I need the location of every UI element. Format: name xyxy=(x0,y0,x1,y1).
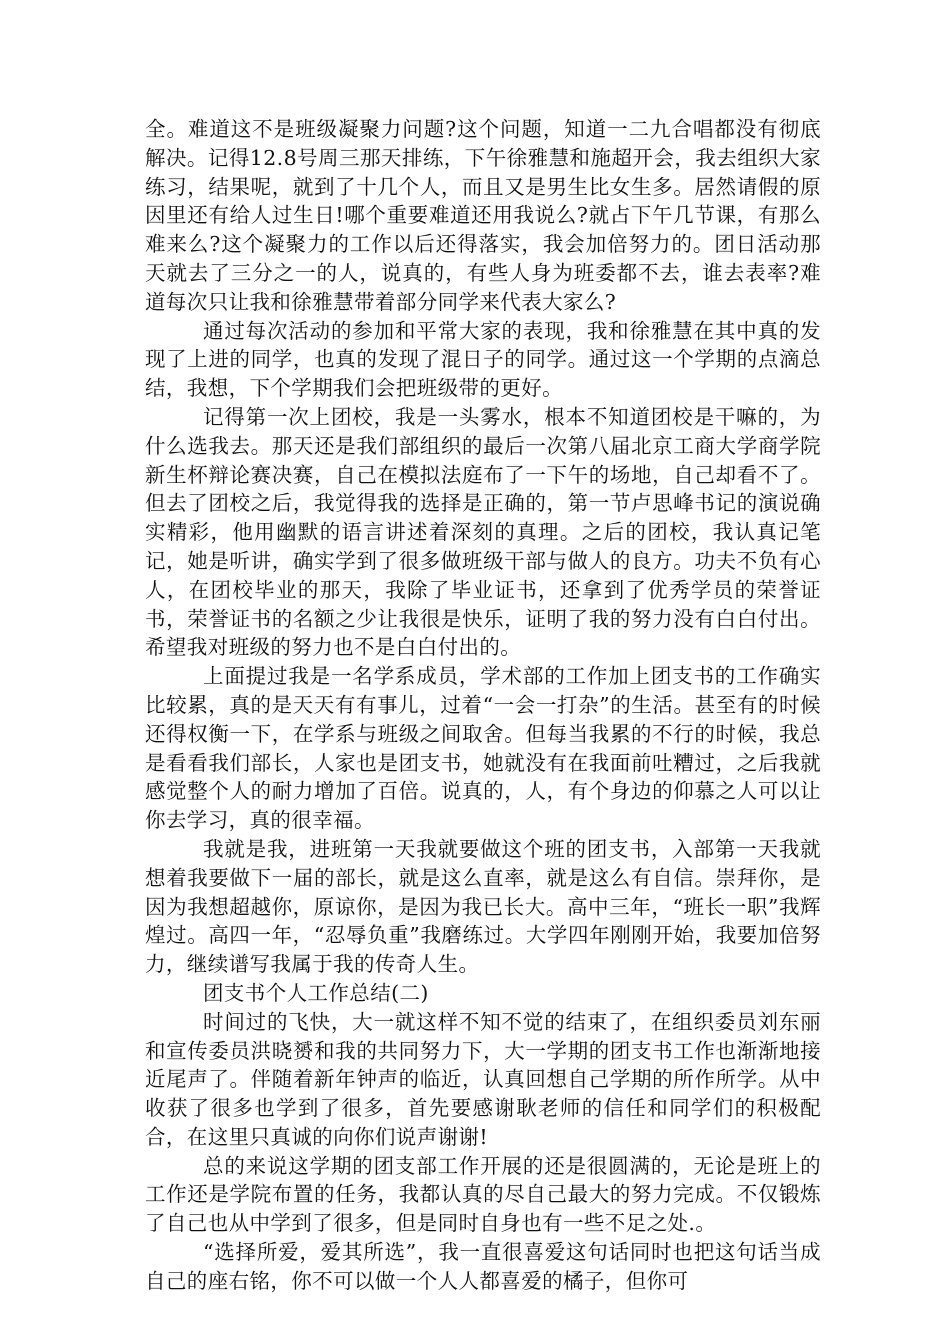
paragraph-1: 全。难道这不是班级凝聚力问题?这个问题，知道一二九合唱都没有彻底解决。记得12.8号周三那天排练，下午徐雅慧和施超开会，我去组织大家练习，结果呢，就到了十几个人，而且又是男生比女生多。居然请假的原因里还有给人过生日!哪个重要难道还用我说么?就占下午几节课，有那么难来么?这个凝聚力的工作以后还得落实，我会加倍努力的。团日活动那天就去了三分之一的人，说真的，有些人身为班委都不去，谁去表率?难道每次只让我和徐雅慧带着部分同学来代表大家么? xyxy=(145,117,821,314)
section-heading: 团支书个人工作总结(二) xyxy=(203,980,429,1005)
paragraph-2: 通过每次活动的参加和平常大家的表现，我和徐雅慧在其中真的发现了上进的同学，也真的发现了混日子的同学。通过这一个学期的点滴总结，我想，下个学期我们会把班级带的更好。 xyxy=(145,318,821,401)
document-page xyxy=(145,115,821,1296)
paragraph-9: “选择所爱，爱其所选”，我一直很喜爱这句话同时也把这句话当成自己的座右铭，你不可以做一个人人都喜爱的橘子，但你可 xyxy=(145,1240,821,1293)
paragraph-4: 上面提过我是一名学系成员，学术部的工作加上团支书的工作确实比较累，真的是天天有有事儿，过着“一会一打杂”的生活。甚至有的时候还得权衡一下，在学系与班级之间取舍。但每当我累的不行的时候，我总是看看我们部长，人家也是团支书，她就没有在我面前吐糟过，之后我就感觉整个人的耐力增加了百倍。说真的，人，有个身边的仰慕之人可以让你去学习，真的很幸福。 xyxy=(145,664,821,833)
paragraph-5: 我就是我，进班第一天我就要做这个班的团支书，入部第一天我就想着我要做下一届的部长，就是这么直率，就是这么有自信。崇拜你，是因为我想超越你，原谅你，是因为我已长大。高中三年，“班长一职”我辉煌过。高四一年，“忍辱负重”我磨练过。大学四年刚刚开始，我要加倍努力，继续谱写我属于我的传奇人生。 xyxy=(145,836,821,977)
paragraph-8: 总的来说这学期的团支部工作开展的还是很圆满的，无论是班上的工作还是学院布置的任务，我都认真的尽自己最大的努力完成。不仅锻炼了自己也从中学到了很多，但是同时自身也有一些不足之处.。 xyxy=(145,1153,821,1236)
paragraph-7: 时间过的飞快，大一就这样不知不觉的结束了，在组织委员刘东丽和宣传委员洪晓赟和我的共同努力下，大一学期的团支书工作也渐渐地接近尾声了。伴随着新年钟声的临近，认真回想自己学期的所作所学。从中收获了很多也学到了很多，首先要感谢耿老师的信任和同学们的积极配合，在这里只真诚的向你们说声谢谢! xyxy=(145,1009,821,1149)
paragraph-3: 记得第一次上团校，我是一头雾水，根本不知道团校是干嘛的，为什么选我去。那天还是我们部组织的最后一次第八届北京工商大学商学院新生杯辩论赛决赛，自己在模拟法庭布了一下午的场地，自己却看不了。但去了团校之后，我觉得我的选择是正确的，第一节卢思峰书记的演说确实精彩，他用幽默的语言讲述着深刻的真理。之后的团校，我认真记笔记，她是听讲，确实学到了很多做班级干部与做人的良方。功夫不负有心人，在团校毕业的那天，我除了毕业证书，还拿到了优秀学员的荣誉证书，荣誉证书的名额之少让我很是快乐，证明了我的努力没有白白付出。希望我对班级的努力也不是白白付出的。 xyxy=(145,404,821,660)
